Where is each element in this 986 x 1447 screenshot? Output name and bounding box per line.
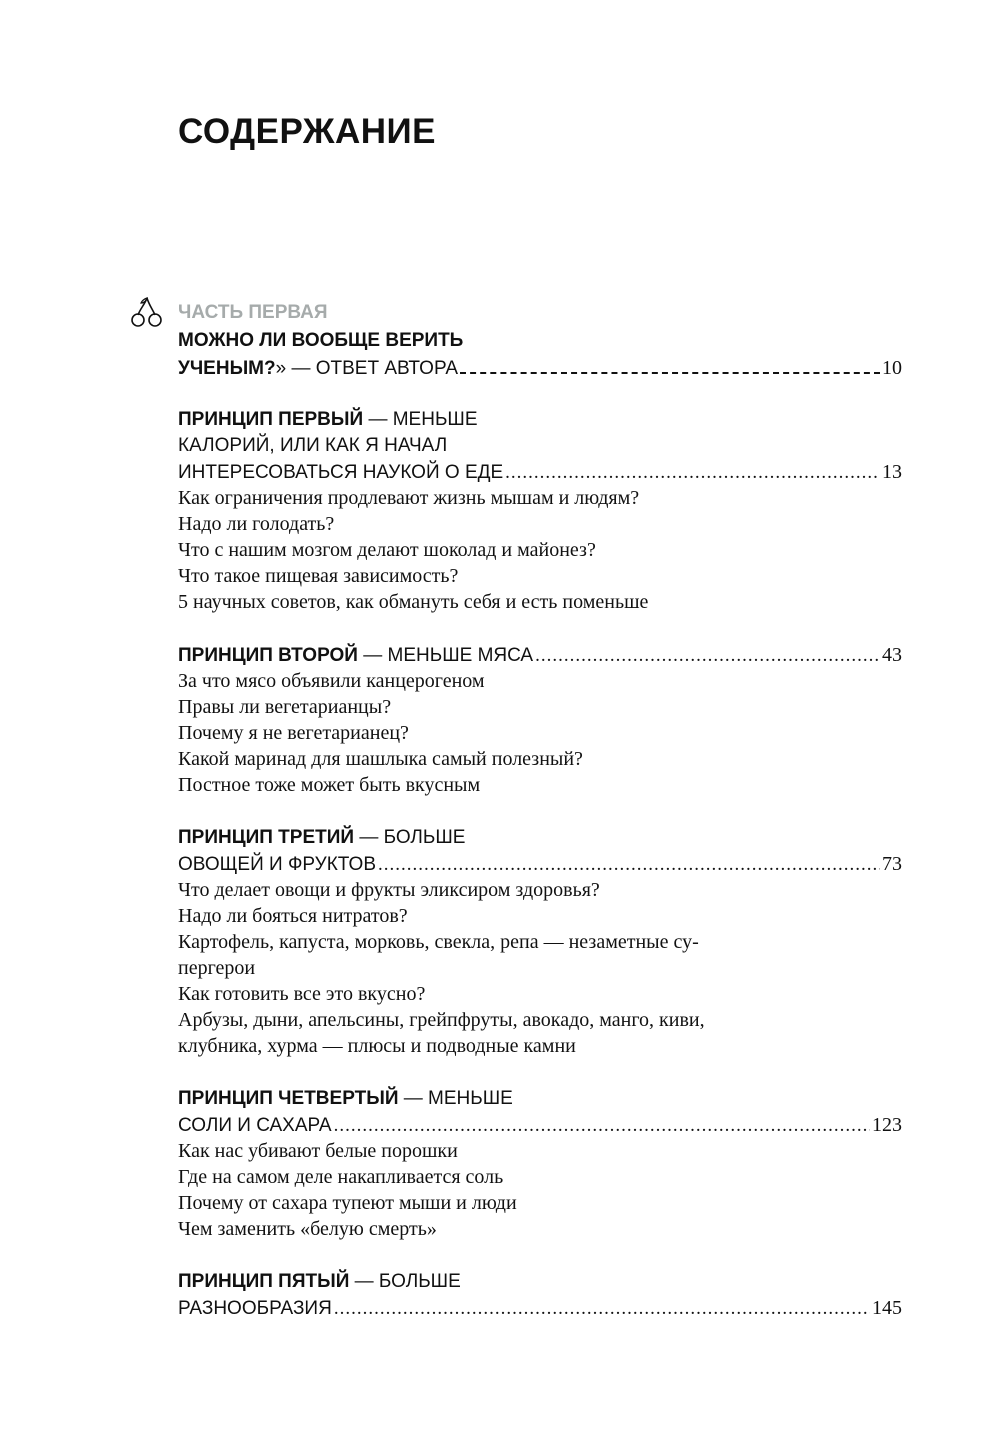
toc-entry-ch2[interactable]: ПРИНЦИП ВТОРОЙ — МЕНЬШЕ МЯСА ..... 43 [178,642,902,668]
toc-subitem: Как ограничения продлевают жизнь мышам и людям? [178,487,640,509]
dot-leader [505,460,880,486]
toc-entry-ch3[interactable]: ОВОЩЕЙ И ФРУКТОВ ..... 73 [178,851,902,877]
page-title: СОДЕРЖАНИЕ [178,112,437,151]
page-number: 123 [872,1114,902,1136]
toc-entry-ch1[interactable]: ИНТЕРЕСОВАТЬСЯ НАУКОЙ О ЕДЕ ..... 13 [178,459,902,485]
toc-subitem: Надо ли бояться нитратов? [178,905,408,927]
toc-subitem: Чем заменить «белую смерть» [178,1218,437,1240]
page-number: 43 [882,644,902,666]
toc-heading[interactable]: КАЛОРИЙ, ИЛИ КАК Я НАЧАЛ [178,435,448,456]
toc-subitem: За что мясо объявили канцерогеном [178,670,485,692]
table-of-contents [178,298,902,1321]
dot-leader [378,852,880,878]
toc-heading[interactable]: ПРИНЦИП ПЯТЫЙ — БОЛЬШЕ [178,1271,461,1292]
toc-subitem: Что с нашим мозгом делают шоколад и майонез? [178,539,596,561]
toc-subitem: Арбузы, дыни, апельсины, грейпфруты, авокадо, манго, киви, [178,1009,705,1031]
toc-subitem: клубника, хурма — плюсы и подводные камни [178,1035,576,1057]
toc-subitem: Что такое пищевая зависимость? [178,565,459,587]
toc-subitem: Правы ли вегетарианцы? [178,696,392,718]
toc-subitem: 5 научных советов, как обмануть себя и есть поменьше [178,591,649,613]
page-number: 73 [882,853,902,875]
toc-subitem: Где на самом деле накапливается соль [178,1166,504,1188]
toc-subitem: пергерои [178,957,256,979]
page-number: 10 [882,357,902,379]
toc-subitem: Постное тоже может быть вкусным [178,774,481,796]
toc-subitem: Как нас убивают белые порошки [178,1140,458,1162]
toc-heading[interactable]: ПРИНЦИП ПЕРВЫЙ — МЕНЬШЕ [178,409,478,430]
toc-heading[interactable]: ПРИНЦИП ТРЕТИЙ — БОЛЬШЕ [178,827,466,848]
toc-entry-part1[interactable]: УЧЕНЫМ?» — ОТВЕТ АВТОРА 10 [178,354,902,380]
toc-subitem: Надо ли голодать? [178,513,335,535]
toc-heading[interactable]: МОЖНО ЛИ ВООБЩЕ ВЕРИТЬ [178,330,464,351]
dot-leader [460,354,880,374]
dot-leader [334,1113,870,1139]
toc-subitem: Что делает овощи и фрукты эликсиром здоровья? [178,879,600,901]
dot-leader [334,1296,870,1322]
page-number: 13 [882,461,902,483]
toc-subitem: Почему я не вегетарианец? [178,722,409,744]
toc-entry-ch5[interactable]: РАЗНООБРАЗИЯ ..... 145 [178,1295,902,1321]
toc-heading[interactable]: ПРИНЦИП ЧЕТВЕРТЫЙ — МЕНЬШЕ [178,1088,513,1109]
cherry-icon [130,296,164,328]
toc-subitem: Какой маринад для шашлыка самый полезный? [178,748,583,770]
toc-subitem: Как готовить все это вкусно? [178,983,426,1005]
part-label: ЧАСТЬ ПЕРВАЯ [178,302,328,323]
toc-entry-ch4[interactable]: СОЛИ И САХАРА ..... 123 [178,1112,902,1138]
page-number: 145 [872,1297,902,1319]
toc-subitem: Почему от сахара тупеют мыши и люди [178,1192,517,1214]
toc-subitem: Картофель, капуста, морковь, свекла, репа — незаметные су- [178,931,699,953]
dot-leader [535,643,880,669]
